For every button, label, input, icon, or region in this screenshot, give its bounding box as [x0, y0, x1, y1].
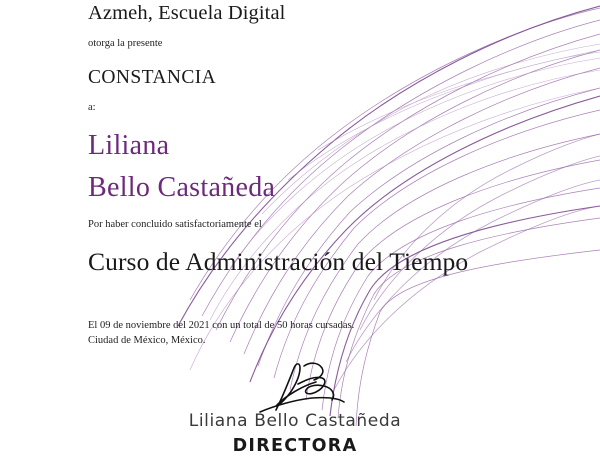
signature-role: DIRECTORA	[232, 436, 358, 456]
detail-date: El 09 de noviembre del 2021 con un total de 50 horas cursadas.	[88, 320, 355, 331]
to-label: a:	[88, 102, 96, 113]
course-name: Curso de Administración del Tiempo	[88, 247, 469, 276]
document-type: CONSTANCIA	[88, 67, 217, 88]
certificate-details	[88, 319, 354, 348]
handwritten-signature-icon	[240, 360, 360, 418]
signature-name: Liliana Bello Castañeda	[188, 411, 402, 431]
detail-place: Ciudad de México, México.	[88, 334, 206, 346]
organization-name: Azmeh, Escuela Digital	[88, 2, 286, 24]
reason-line: Por haber concluido satisfactoriamente el	[88, 219, 262, 230]
grants-line: otorga la presente	[88, 38, 163, 49]
recipient-first-name: Liliana	[88, 130, 170, 161]
recipient-last-name: Bello Castañeda	[88, 172, 276, 203]
